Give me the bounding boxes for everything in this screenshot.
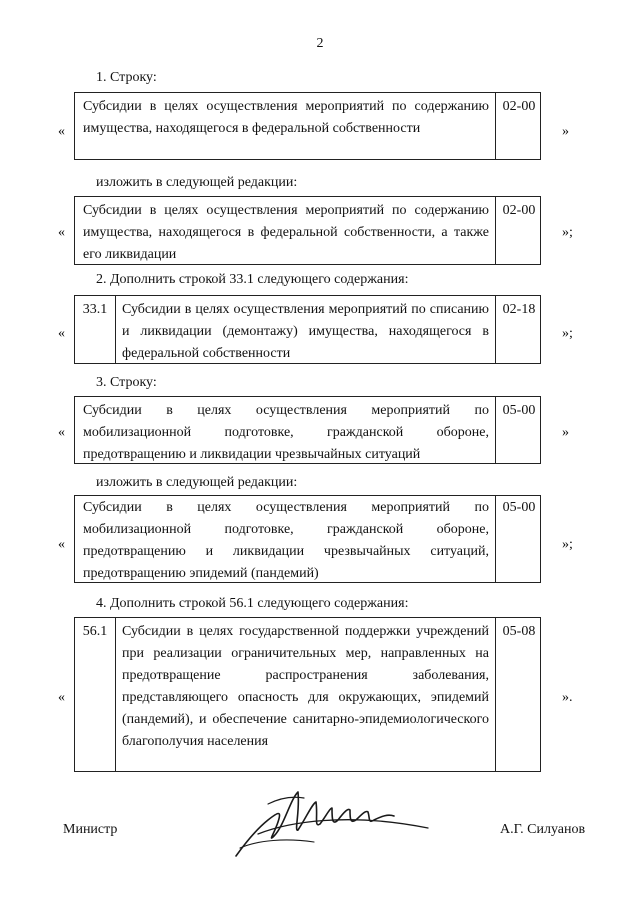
- close-quote-1: »: [562, 124, 569, 139]
- row-description-5: Субсидии в целях осуществления мероприятий по мобилизационной подготовке, гражданской обороне, предотвращению и ликвидации чрезвычайных ситуаций, предотвращению эпидемий (пандемий): [83, 500, 489, 581]
- open-quote-4: «: [58, 425, 65, 440]
- row-code-5: 05-00: [502, 500, 536, 515]
- close-quote-6: ».: [562, 690, 573, 705]
- close-quote-3: »;: [562, 326, 573, 341]
- row-code-1: 02-00: [502, 99, 536, 114]
- table-row-2: [74, 196, 541, 265]
- open-quote-3: «: [58, 326, 65, 341]
- page-number: 2: [316, 36, 324, 51]
- heading-4: 4. Дополнить строкой 56.1 следующего содержания:: [96, 596, 409, 611]
- close-quote-2: »;: [562, 225, 573, 240]
- handwritten-signature: [228, 782, 448, 862]
- table-row-1: [74, 92, 541, 160]
- row-description-2: Субсидии в целях осуществления мероприятий по содержанию имущества, находящегося в федеральной собственности, а также его ликвидации: [83, 203, 489, 262]
- close-quote-4: »: [562, 425, 569, 440]
- divider-3a: [115, 296, 116, 363]
- row-description-1: Субсидии в целях осуществления мероприятий по содержанию имущества, находящегося в федеральной собственности: [83, 99, 489, 136]
- table-row-4: [74, 396, 541, 464]
- heading-3-revised: изложить в следующей редакции:: [96, 475, 298, 490]
- row-code-6: 05-08: [502, 624, 536, 639]
- open-quote-2: «: [58, 225, 65, 240]
- open-quote-5: «: [58, 537, 65, 552]
- open-quote-6: «: [58, 690, 65, 705]
- heading-2: 2. Дополнить строкой 33.1 следующего содержания:: [96, 272, 409, 287]
- heading-1: 1. Строку:: [96, 70, 157, 85]
- close-quote-5: »;: [562, 537, 573, 552]
- table-row-5: [74, 495, 541, 583]
- row-code-4: 05-00: [502, 403, 536, 418]
- signature-name: А.Г. Силуанов: [500, 822, 586, 837]
- row-number-3: 33.1: [82, 302, 108, 317]
- signature-role: Министр: [63, 822, 118, 837]
- row-number-6: 56.1: [82, 624, 108, 639]
- row-description-6: Субсидии в целях государственной поддержки учреждений при реализации ограничительных мер, направленных на предотвращение распространения заболевания, представляющего опасность для окружающих, эпидемий (пандемий), и обеспечение санитарно-эпидемиологического благополучия населения: [122, 624, 489, 749]
- row-code-3: 02-18: [502, 302, 536, 317]
- heading-3: 3. Строку:: [96, 375, 157, 390]
- open-quote-1: «: [58, 124, 65, 139]
- heading-1-revised: изложить в следующей редакции:: [96, 175, 298, 190]
- row-description-4: Субсидии в целях осуществления мероприятий по мобилизационной подготовке, гражданской обороне, предотвращению и ликвидации чрезвычайных ситуаций: [83, 403, 489, 462]
- table-row-3: [74, 295, 541, 364]
- divider-6a: [115, 618, 116, 771]
- table-row-6: [74, 617, 541, 772]
- row-code-2: 02-00: [502, 203, 536, 218]
- row-description-3: Субсидии в целях осуществления мероприятий по списанию и ликвидации (демонтажу) имущества, находящегося в федеральной собственности: [122, 302, 489, 361]
